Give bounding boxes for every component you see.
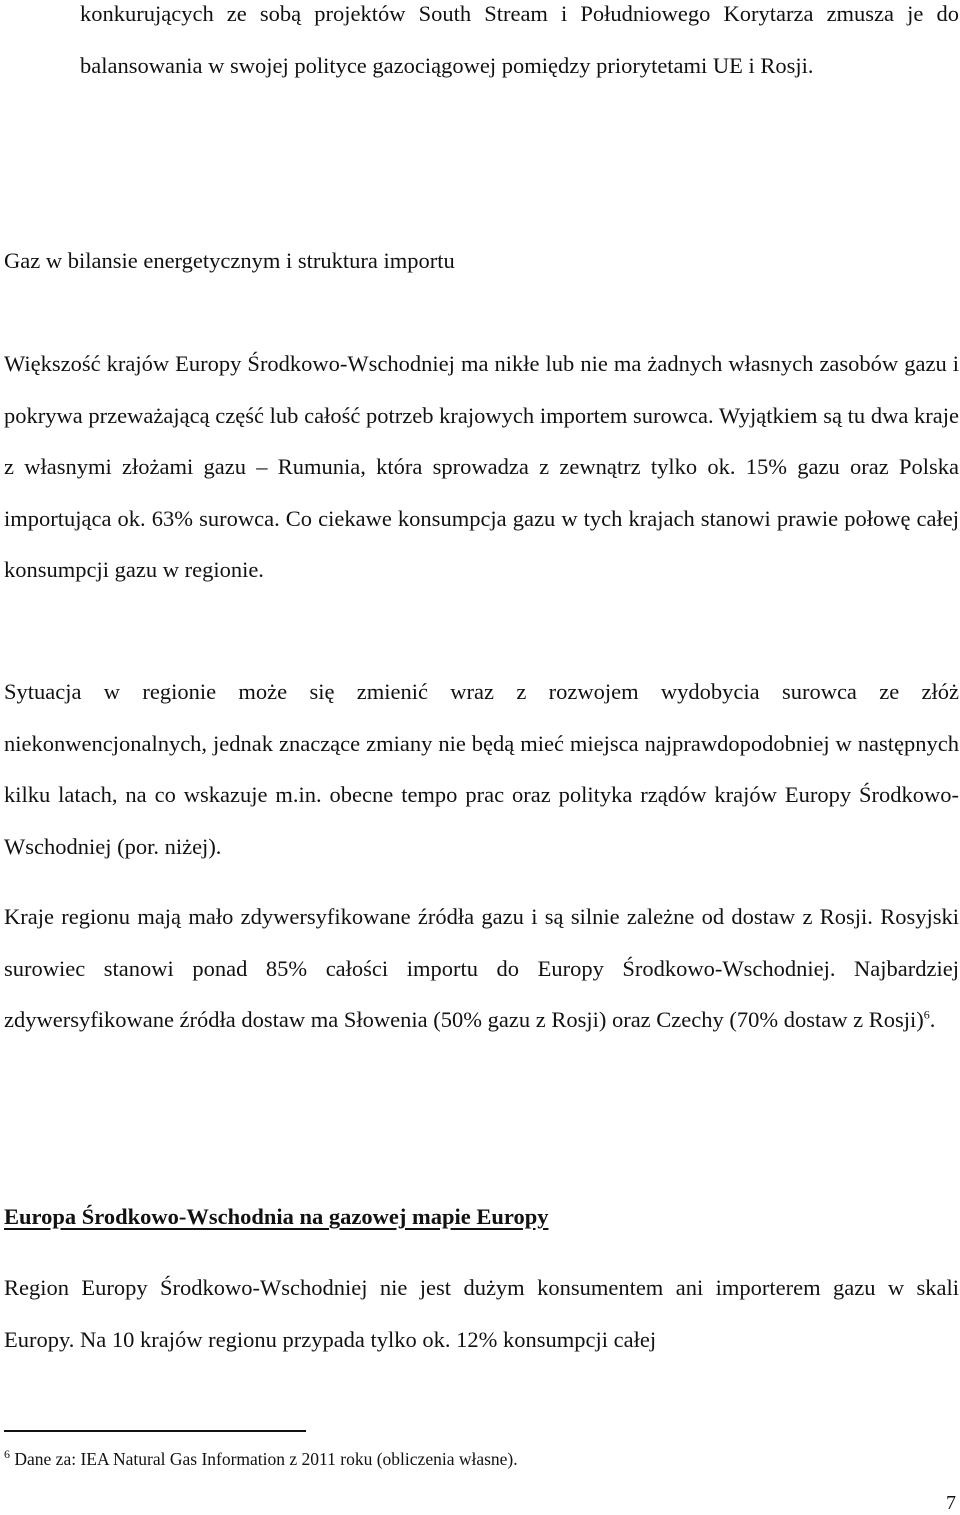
footnote xyxy=(4,1446,518,1472)
page-number: 7 xyxy=(946,1492,956,1514)
intro-paragraph: konkurujących ze sobą projektów South Stream i Południowego Korytarza zmusza je do balansowania w swojej polityce gazociągowej pomiędzy priorytetami UE i Rosji. xyxy=(80,1,959,78)
footnote-reference[interactable]: 6 xyxy=(923,1007,930,1022)
footnote-number: 6 xyxy=(4,1447,10,1462)
paragraph-unconventional-gas: Sytuacja w regionie może się zmienić wraz z rozwojem wydobycia surowca ze złóż niekonwencjonalnych, jednak znaczące zmiany nie będą mieć miejsca najprawdopodobniej w następnych kilku latach, na co wskazuje m.in. obecne tempo prac oraz polityka rządów krajów Europy Środkowo-Wschodniej (por. niżej). xyxy=(4,679,959,859)
paragraph-supply-diversification xyxy=(4,891,959,1046)
footnote-separator xyxy=(4,1430,306,1432)
paragraph-supply-diversification-text: Kraje regionu mają mało zdywersyfikowane źródła gazu i są silnie zależne od dostaw z Rosji. Rosyjski surowiec stanowi ponad 85% całości importu do Europy Środkowo-Wschodniej. Najbardziej zdywersyfikowane źródła dostaw ma Słowenia (50% gazu z Rosji) oraz Czechy (70% dostaw z Rosji) xyxy=(4,904,959,1033)
paragraph-region-consumption: Region Europy Środkowo-Wschodniej nie jest dużym konsumentem ani importerem gazu w skali Europy. Na 10 krajów regionu przypada tylko ok. 12% konsumpcji całej xyxy=(4,1275,959,1352)
paragraph-gas-resources: Większość krajów Europy Środkowo-Wschodniej ma nikłe lub nie ma żadnych własnych zasobów gazu i pokrywa przeważającą część lub całość potrzeb krajowych importem surowca. Wyjątkiem są tu dwa kraje z własnymi złożami gazu – Rumunia, która sprowadza z zewnątrz tylko ok. 15% gazu oraz Polska importująca ok. 63% surowca. Co ciekawe konsumpcja gazu w tych krajach stanowi prawie połowę całej konsumpcji gazu w regionie. xyxy=(4,351,959,583)
section-heading-gas-balance: Gaz w bilansie energetycznym i struktura importu xyxy=(4,248,455,273)
footnote-text: Dane za: IEA Natural Gas Information z 2011 roku (obliczenia własne). xyxy=(10,1449,518,1469)
paragraph-end-punctuation: . xyxy=(929,1007,936,1033)
section-heading-gas-map: Europa Środkowo-Wschodnia na gazowej mapie Europy xyxy=(4,1204,549,1229)
